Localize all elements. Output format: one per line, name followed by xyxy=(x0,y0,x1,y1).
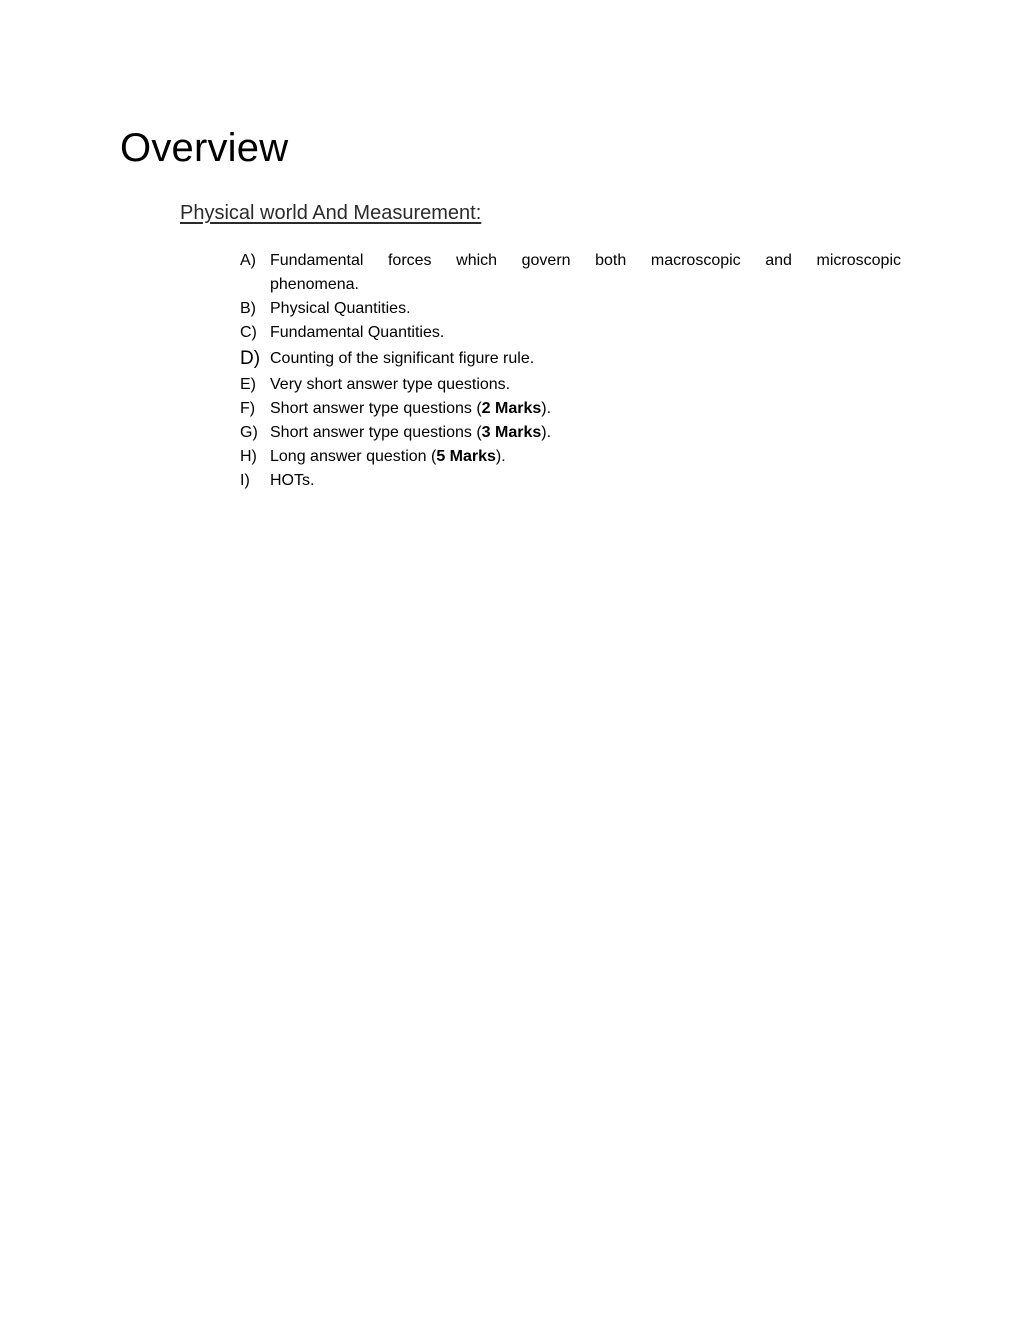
list-item-text: Very short answer type questions. xyxy=(270,376,511,393)
marks-label: 3 Marks xyxy=(481,424,542,441)
list-item xyxy=(240,297,901,321)
list-item xyxy=(240,397,901,421)
topic-list xyxy=(240,249,901,493)
list-item xyxy=(240,445,901,469)
list-marker: F) xyxy=(240,400,256,417)
page-title: Overview xyxy=(120,126,289,170)
list-marker: H) xyxy=(240,448,257,465)
list-marker: C) xyxy=(240,324,257,341)
list-item-text-prefix: Long answer question ( xyxy=(270,448,437,465)
marks-label: 2 Marks xyxy=(481,400,542,417)
list-item-line: Fundamental forces which govern both macroscopic and microscopic xyxy=(270,252,901,269)
list-item-text xyxy=(270,445,901,469)
list-item-text-suffix: ). xyxy=(495,448,506,465)
list-item-line: phenomena. xyxy=(270,276,359,293)
list-marker: E) xyxy=(240,376,256,393)
list-marker: A) xyxy=(240,252,256,269)
list-item-text xyxy=(270,421,901,445)
list-item-text-suffix: ). xyxy=(541,424,552,441)
list-item xyxy=(240,249,901,297)
list-marker: B) xyxy=(240,300,256,317)
list-item-text-suffix: ). xyxy=(541,400,552,417)
list-item-text: Fundamental Quantities. xyxy=(270,324,445,341)
list-item-text: Counting of the significant figure rule. xyxy=(270,350,535,367)
list-item-text xyxy=(270,249,901,297)
list-item xyxy=(240,345,901,373)
list-item-text xyxy=(270,397,901,421)
list-item xyxy=(240,321,901,345)
list-item xyxy=(240,421,901,445)
list-item-text: HOTs. xyxy=(270,472,315,489)
section-heading: Physical world And Measurement: xyxy=(180,202,482,224)
list-marker: D) xyxy=(240,348,261,369)
marks-label: 5 Marks xyxy=(436,448,496,465)
list-marker: G) xyxy=(240,424,258,441)
list-item-text-prefix: Short answer type questions ( xyxy=(270,424,482,441)
list-marker: I) xyxy=(240,472,250,489)
list-item xyxy=(240,469,901,493)
list-item-text: Physical Quantities. xyxy=(270,300,411,317)
list-item-text-prefix: Short answer type questions ( xyxy=(270,400,482,417)
list-item xyxy=(240,373,901,397)
